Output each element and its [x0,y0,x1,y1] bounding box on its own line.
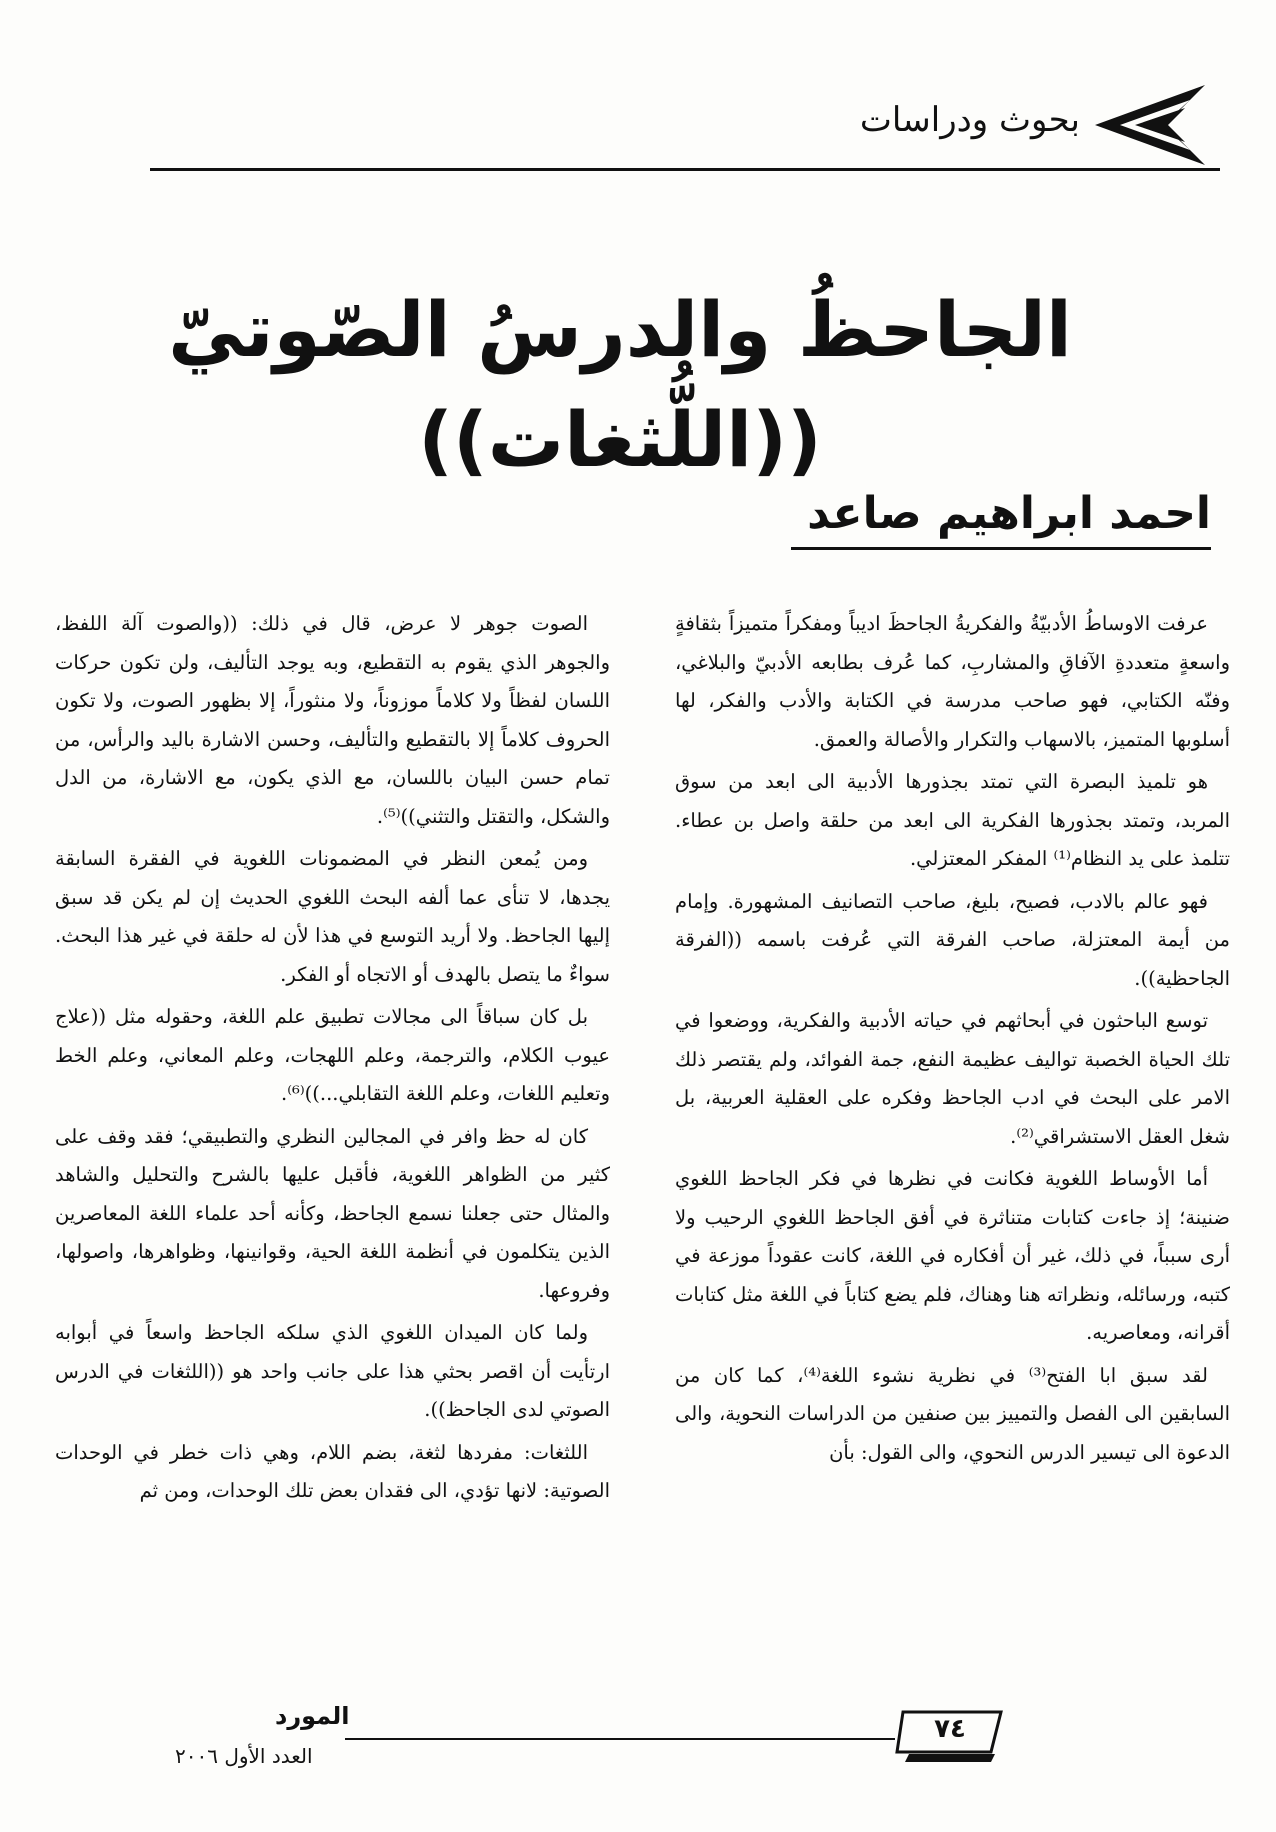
paragraph: هو تلميذ البصرة التي تمتد بجذورها الأدبية الى ابعد من سوق المربد، وتمتد بجذورها الفكرية الى ابعد من حلقة واصل بن عطاء. تتلمذ على يد النظام⁽¹⁾ المفكر المعتزلي. [675,770,1230,870]
article-title: الجاحظُ والدرسُ الصّوتيّ ((اللُّثغات)) [168,285,1072,484]
paragraph: اللثغات: مفردها لثغة، بضم اللام، وهي ذات خطر في الوحدات الصوتية: لانها تؤدي، الى فقدان بعض تلك الوحدات، ومن ثم [55,1440,610,1502]
page-number: ٧٤ [934,1714,966,1744]
section-label: بحوث ودراسات [859,100,1080,140]
author-underline [791,547,1211,550]
page-footer [175,1700,1155,1780]
author-block [791,488,1211,550]
paragraph: توسع الباحثون في أبحاثهم في حياته الأدبية والفكرية، ووضعوا في تلك الحياة الخصبة تواليف عظيمة النفع، جمة الفوائد، ولم يقتصر ذلك الامر على البحث في ادب الجاحظ وفكره على العقلية العربية، بل شغل العقل الاستشراقي⁽²⁾. [675,1009,1230,1148]
journal-name: المورد [275,1702,350,1730]
paragraph: الصوت جوهر لا عرض، قال في ذلك: ((والصوت آلة اللفظ، والجوهر الذي يقوم به التقطيع، وبه يوجد التأليف، ولن تكون حركات اللسان لفظاً ولا كلاماً موزوناً، ولا منثوراً، إلا بظهور الصوت، ولا تكون الحروف كلاماً إلا بالتقطيع والتأليف، وحسن الاشارة باليد والرأس، من تمام حسن البيان باللسان، مع الذي يكون، مع الاشارة، من الدل والشكل، والتقتل والتثني))⁽⁵⁾. [55,612,610,828]
paragraph: أما الأوساط اللغوية فكانت في نظرها في فكر الجاحظ اللغوي ضنينة؛ إذ جاءت كتابات متناثرة في أفق الجاحظ اللغوي الرحيب ولا أرى سبباً، في ذلك، غير أن أفكاره في اللغة، كانت عقوداً موزعة في كتبه، ورسائله، ونظراته هنا وهناك، فلم يضع كتاباً في اللغة مثل كتابات أقرانه، ومعاصريه. [675,1167,1230,1344]
arrow-logo-icon [1090,80,1210,170]
page-header [150,70,1220,180]
paragraph: فهو عالم بالادب، فصيح، بليغ، صاحب التصانيف المشهورة. وإمام من أيمة المعتزلة، صاحب الفرقة التي عُرفت باسمه ((الفرقة الجاحظية)). [675,889,1230,990]
header-divider [150,168,1220,171]
paragraph: لقد سبق ابا الفتح⁽³⁾ في نظرية نشوء اللغة⁽⁴⁾، كما كان من السابقين الى الفصل والتمييز بين صنفين من الدراسات النحوية، والى الدعوة الى تيسير الدرس النحوي، والى القول: بأن [675,1363,1230,1464]
column-left [55,605,610,1630]
article-body [55,605,1230,1630]
paragraph: بل كان سباقاً الى مجالات تطبيق علم اللغة، وحقوله مثل ((علاج عيوب الكلام، والترجمة، وعلم اللهجات، وعلم المعاني، وعلم الخط وتعليم اللغات، وعلم اللغة التقابلي...))⁽⁶⁾. [55,1005,610,1105]
paragraph: ومن يُمعن النظر في المضمونات اللغوية في الفقرة السابقة يجدها، لا تنأى عما ألفه البحث اللغوي الحديث إن لم يكن قد سبق إليها الجاحظ. ولا أريد التوسع في هذا لأن له حلقة في غير هذا البحث. سواءٌ ما يتصل بالهدف أو الاتجاه أو الفكر. [55,847,610,986]
column-right [675,605,1230,1630]
issue-info: العدد الأول ٢٠٠٦ [175,1744,313,1768]
paragraph: عرفت الاوساطُ الأدبيّةُ والفكريةُ الجاحظَ اديباً ومفكراً متميزاً بثقافةٍ واسعةٍ متعددةِ الآفاقِ والمشاربِ، كما عُرف بطابعه الأدبيّ والبلاغي، وفنّه الكتابي، فهو صاحب مدرسة في الكتابة والأدب والفكر، لها أسلوبها المتميز، بالاسهاب والتكرار والأصالة والعمق. [675,612,1230,751]
footer-divider [345,1738,895,1740]
paragraph: كان له حظ وافر في المجالين النظري والتطبيقي؛ فقد وقف على كثير من الظواهر اللغوية، فأقبل عليها بالشرح والتحليل والشاهد والمثال حتى جعلنا نسمع الجاحظ، وكأنه أحد علماء اللغة المعاصرين الذين يتكلمون في أنظمة اللغة الحية، وقوانينها، وظواهرها، واصولها، وفروعها. [55,1124,610,1302]
author-name: احمد ابراهيم صاعد [807,488,1211,539]
paragraph: ولما كان الميدان اللغوي الذي سلكه الجاحظ واسعاً في أبوابه ارتأيت أن اقصر بحثي هذا على جانب واحد هو ((اللثغات في الدرس الصوتي لدى الجاحظ)). [55,1321,610,1421]
